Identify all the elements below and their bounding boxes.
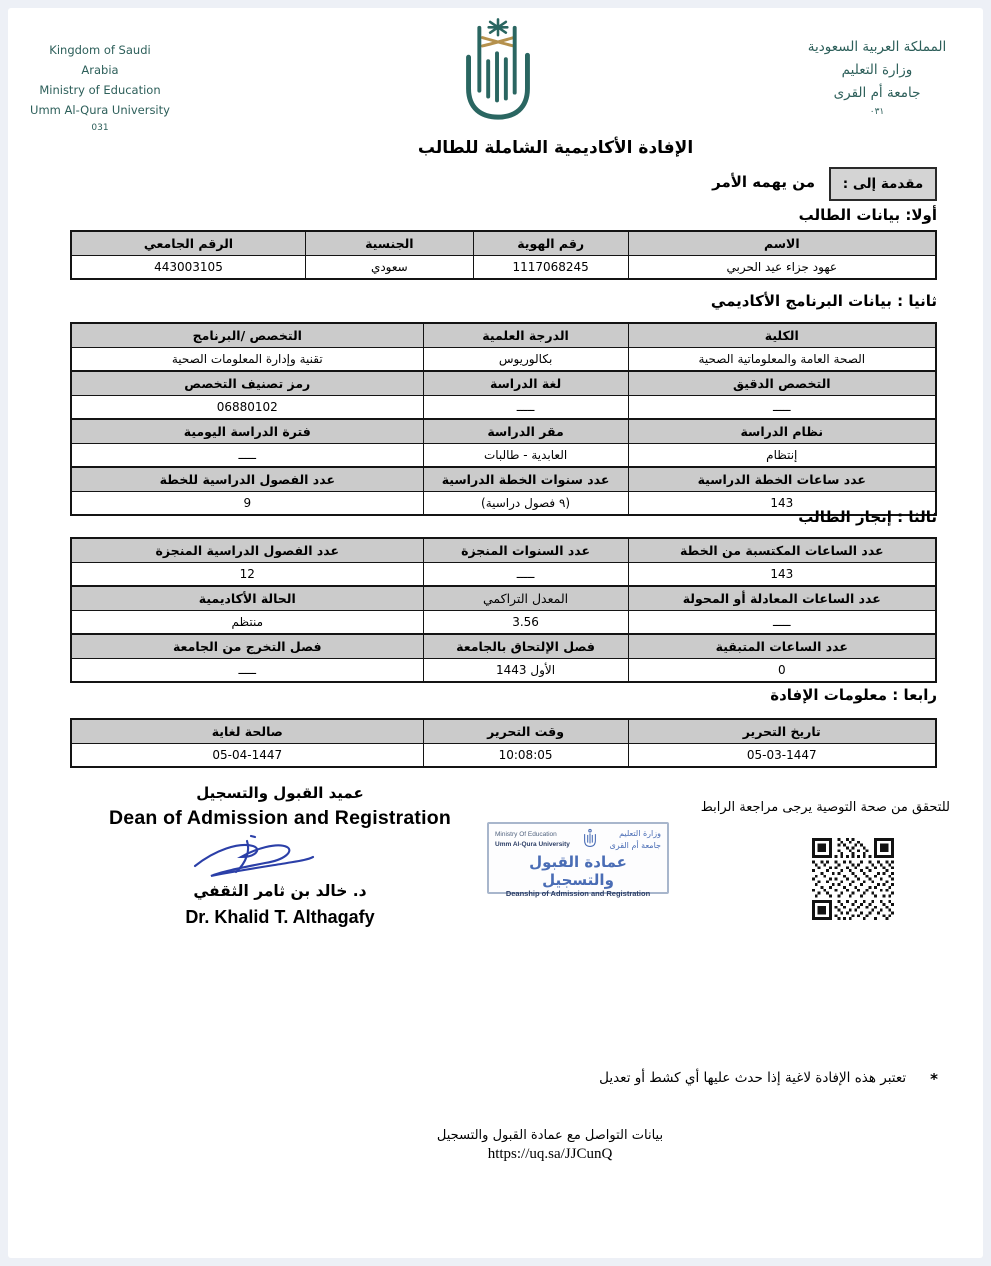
section-heading-program: ثانيا : بيانات البرنامج الأكاديمي [710, 292, 937, 310]
qr-code [812, 838, 894, 924]
header-cell: عدد ساعات الخطة الدراسية [628, 467, 936, 492]
header-cell: لغة الدراسة [423, 371, 628, 396]
table-value-row [71, 744, 936, 768]
header-cell: عدد سنوات الخطة الدراسية [423, 467, 628, 492]
table-header-row [71, 634, 936, 659]
header-cell: عدد السنوات المنجزة [423, 538, 628, 563]
table-value-row [71, 659, 936, 683]
plan-years-cell: (٩ فصول دراسية) [423, 492, 628, 516]
statement-info-table [70, 718, 937, 768]
header-cell: الاسم [628, 231, 936, 256]
section-heading-statement-info: رابعا : معلومات الإفادة [770, 686, 937, 704]
major-code-cell: 06880102 [71, 396, 423, 420]
table-header-row [71, 231, 936, 256]
header-cell: عدد الساعات المعادلة أو المحولة [628, 586, 936, 611]
header-ar-line: المملكة العربية السعودية [807, 39, 947, 55]
gpa-cell: 3.56 [423, 611, 628, 635]
header-en-code: 031 [91, 122, 109, 133]
national-id-cell: 1117068245 [473, 256, 628, 280]
header-en-line: Umm Al-Qura University [30, 103, 170, 118]
completed-years-cell: ـــــ [423, 563, 628, 587]
void-footnote [599, 1070, 938, 1088]
graduation-term-cell: ـــــ [71, 659, 423, 683]
plan-semesters-cell: 9 [71, 492, 423, 516]
contact-block [350, 1128, 750, 1163]
completed-semesters-cell: 12 [71, 563, 423, 587]
presented-to-value: من يهمه الأمر [712, 173, 815, 191]
asterisk-marker: * [930, 1070, 938, 1088]
header-cell: الدرجة العلمية [423, 323, 628, 348]
header-cell: نظام الدراسة [628, 419, 936, 444]
header-cell: وقت التحرير [423, 719, 628, 744]
academic-statement-page [8, 8, 983, 1258]
remaining-hours-cell: 0 [628, 659, 936, 683]
academic-status-cell: منتظم [71, 611, 423, 635]
university-id-cell: 443003105 [71, 256, 305, 280]
contact-url-link[interactable]: https://uq.sa/JJCunQ [487, 1146, 613, 1162]
table-value-row [71, 256, 936, 280]
dean-name-arabic: د. خالد بن ثامر الثقفي [193, 882, 367, 900]
issue-date-cell: 05-03-1447 [628, 744, 936, 768]
campus-cell: العابدية - طالبات [423, 444, 628, 468]
contact-label: بيانات التواصل مع عمادة القبول والتسجيل [436, 1128, 664, 1143]
dean-title-english: Dean of Admission and Registration [109, 807, 451, 829]
header-cell: الكلية [628, 323, 936, 348]
stamp-ministry-en: Ministry Of Education [495, 831, 557, 839]
stamp-title-arabic: عمادة القبول والتسجيل [529, 853, 627, 889]
stamp-subtitle-english: Deanship of Admission and Registration [505, 889, 651, 898]
student-name-cell: عهود جزاء عيد الحربي [628, 256, 936, 280]
header-cell: فصل التخرج من الجامعة [71, 634, 423, 659]
header-cell: عدد الفصول الدراسية للخطة [71, 467, 423, 492]
student-info-table [70, 230, 937, 280]
header-en-line: Ministry of Education [39, 83, 161, 98]
section-heading-student: أولا: بيانات الطالب [798, 206, 937, 224]
dean-signature-block [80, 784, 480, 928]
stamp-university-en: Umm Al-Qura University [495, 841, 570, 848]
stamp-logo-icon [582, 828, 598, 852]
signature-icon [54, 832, 454, 882]
header-cell: عدد الساعات المكتسبة من الخطة [628, 538, 936, 563]
enrollment-term-cell: الأول 1443 [423, 659, 628, 683]
header-cell: عدد الساعات المتبقية [628, 634, 936, 659]
table-header-row [71, 719, 936, 744]
table-value-row [71, 396, 936, 420]
table-header-row [71, 586, 936, 611]
program-info-table [70, 322, 937, 516]
header-ar-code: ٠٣١ [869, 106, 885, 117]
study-system-cell: إنتظام [628, 444, 936, 468]
footnote-text: تعتبر هذه الإفادة لاغية إذا حدث عليها أي كشط أو تعديل [599, 1070, 907, 1086]
dean-name-english: Dr. Khalid T. Althagafy [185, 907, 375, 927]
table-value-row [71, 444, 936, 468]
header-cell: رمز تصنيف التخصص [71, 371, 423, 396]
header-en-line: Kingdom of Saudi Arabia [49, 43, 151, 78]
university-logo-icon [446, 16, 550, 128]
table-header-row [71, 538, 936, 563]
nationality-cell: سعودي [305, 256, 473, 280]
deanship-stamp [487, 822, 669, 898]
stamp-arabic-block [610, 828, 661, 852]
issue-time-cell: 10:08:05 [423, 744, 628, 768]
page-title: الإفادة الأكاديمية الشاملة للطالب [417, 138, 694, 158]
sub-major-cell: ـــــ [628, 396, 936, 420]
table-header-row [71, 467, 936, 492]
table-value-row [71, 563, 936, 587]
header-cell: عدد الفصول الدراسية المنجزة [71, 538, 423, 563]
table-header-row [71, 371, 936, 396]
header-cell: فصل الإلتحاق بالجامعة [423, 634, 628, 659]
header-cell: التخصص الدقيق [628, 371, 936, 396]
study-language-cell: ـــــ [423, 396, 628, 420]
transferred-hours-cell: ـــــ [628, 611, 936, 635]
table-value-row [71, 348, 936, 372]
header-arabic-block [797, 36, 957, 120]
header-cell: الجنسية [305, 231, 473, 256]
header-ar-line: وزارة التعليم [841, 61, 913, 78]
header-cell: الحالة الأكاديمية [71, 586, 423, 611]
verification-note: للتحقق من صحة التوصية يرجى مراجعة الرابط [700, 800, 950, 815]
table-header-row [71, 419, 936, 444]
dean-title-arabic: عميد القبول والتسجيل [196, 784, 364, 802]
daily-period-cell: ـــــ [71, 444, 423, 468]
presented-to-box: مقدمة إلى : [829, 167, 937, 201]
college-cell: الصحة العامة والمعلوماتية الصحية [628, 348, 936, 372]
header-cell: رقم الهوية [473, 231, 628, 256]
stamp-university-ar: جامعة أم القرى [609, 841, 661, 850]
plan-hours-cell: 143 [628, 492, 936, 516]
header-cell: تاريخ التحرير [628, 719, 936, 744]
header-cell: التخصص /البرنامج [71, 323, 423, 348]
section-heading-achievement: ثالثا : إنجاز الطالب [798, 508, 937, 526]
valid-until-cell: 05-04-1447 [71, 744, 423, 768]
header-cell: الرقم الجامعي [71, 231, 305, 256]
header-cell: صالحة لغاية [71, 719, 423, 744]
table-value-row [71, 611, 936, 635]
stamp-english-block [495, 830, 570, 850]
degree-cell: بكالوريوس [423, 348, 628, 372]
header-cell: فترة الدراسة اليومية [71, 419, 423, 444]
table-header-row [71, 323, 936, 348]
header-english-block [30, 40, 170, 136]
major-cell: تقنية وإدارة المعلومات الصحية [71, 348, 423, 372]
stamp-ministry-ar: وزارة التعليم [619, 829, 661, 838]
achievement-table [70, 537, 937, 683]
earned-hours-cell: 143 [628, 563, 936, 587]
header-ar-line: جامعة أم القرى [833, 84, 921, 101]
header-cell: مقر الدراسة [423, 419, 628, 444]
header-cell: المعدل التراكمي [423, 586, 628, 611]
